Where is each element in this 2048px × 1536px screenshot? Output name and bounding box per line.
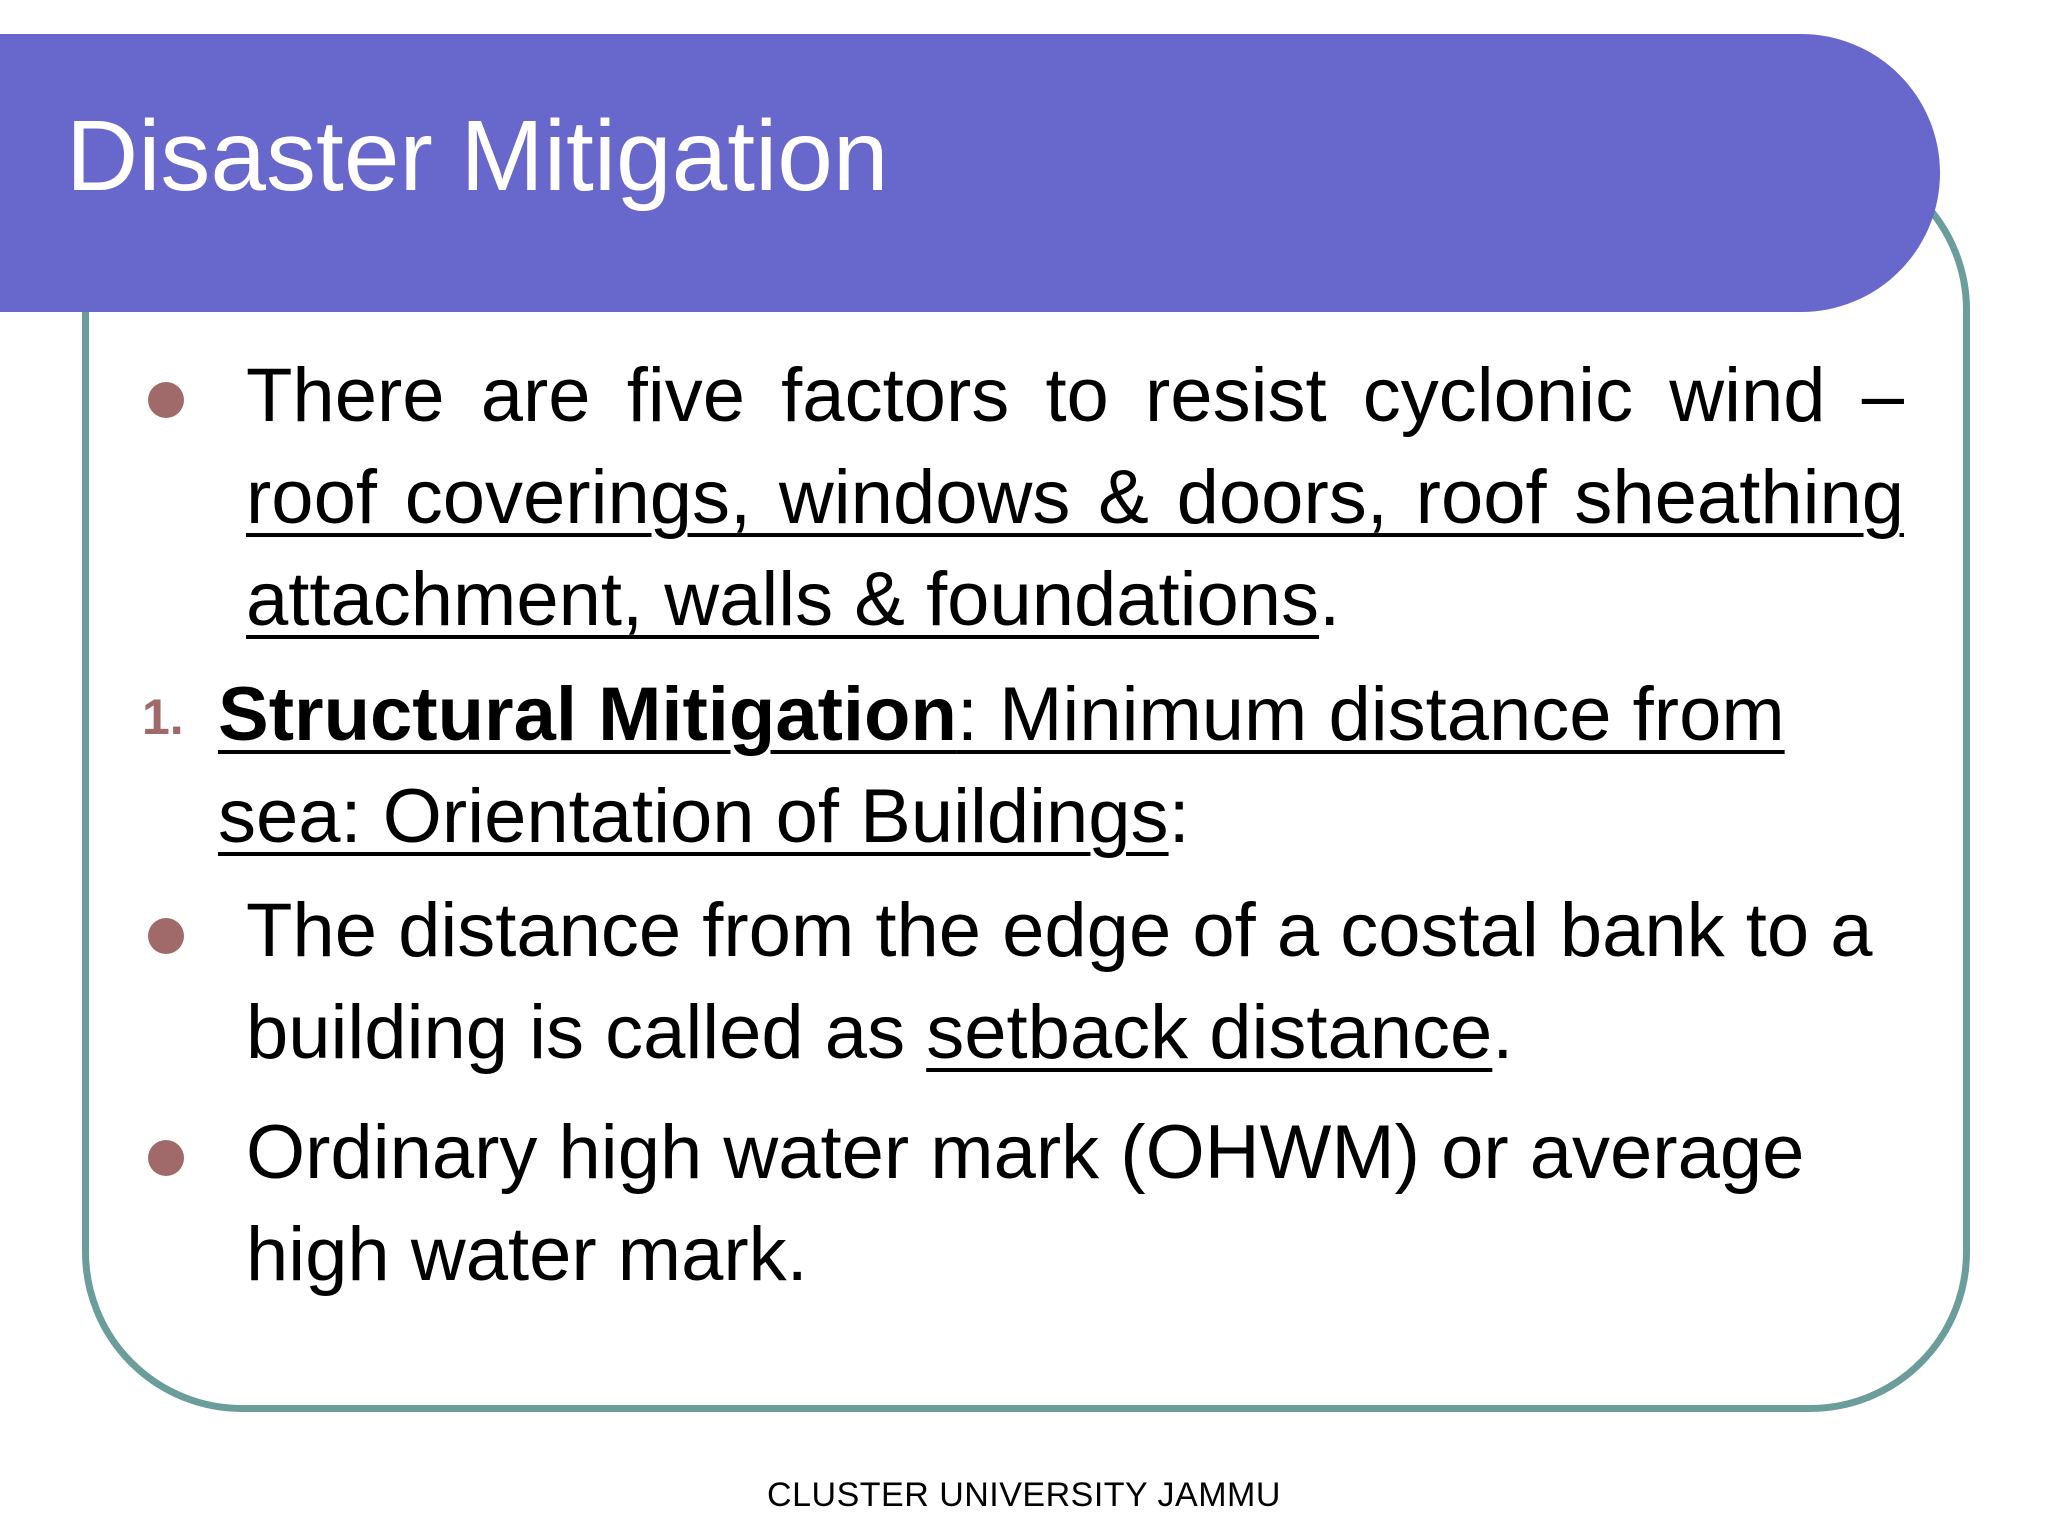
bullet-item-setback [246,880,1904,1084]
bullet-end: . [1319,557,1341,642]
bullet-dot-icon [148,918,184,954]
bullet-text: Ordinary high water mark (OHWM) or average high water mark. [246,1110,1805,1297]
bullet-text: There are five factors to resist cyclonic wind – [246,353,1904,438]
slide-title: Disaster Mitigation [66,100,889,212]
bullet-dot-icon [148,1140,184,1176]
numbered-item-end: : [1168,774,1190,859]
bullet-end: . [1492,990,1514,1075]
factors-list: roof coverings, windows & doors, roof sheathing attachment, walls & foundations [246,455,1904,642]
bullet-dot-icon [148,382,184,418]
footer-text: CLUSTER UNIVERSITY JAMMU [767,1476,1281,1514]
number-marker: 1. [142,689,184,745]
structural-mitigation-text: : Minimum distance from sea: Orientation of Buildings [218,672,1785,859]
bullet-text: The distance from the edge of a costal bank to a building is called as [246,888,1873,1075]
bullet-item-ohwm [246,1102,1904,1306]
structural-mitigation-heading: Structural Mitigation [218,672,957,757]
numbered-item-structural-mitigation [218,664,1908,868]
bullet-item-factors [246,345,1904,651]
setback-distance-term: setback distance [926,990,1493,1075]
